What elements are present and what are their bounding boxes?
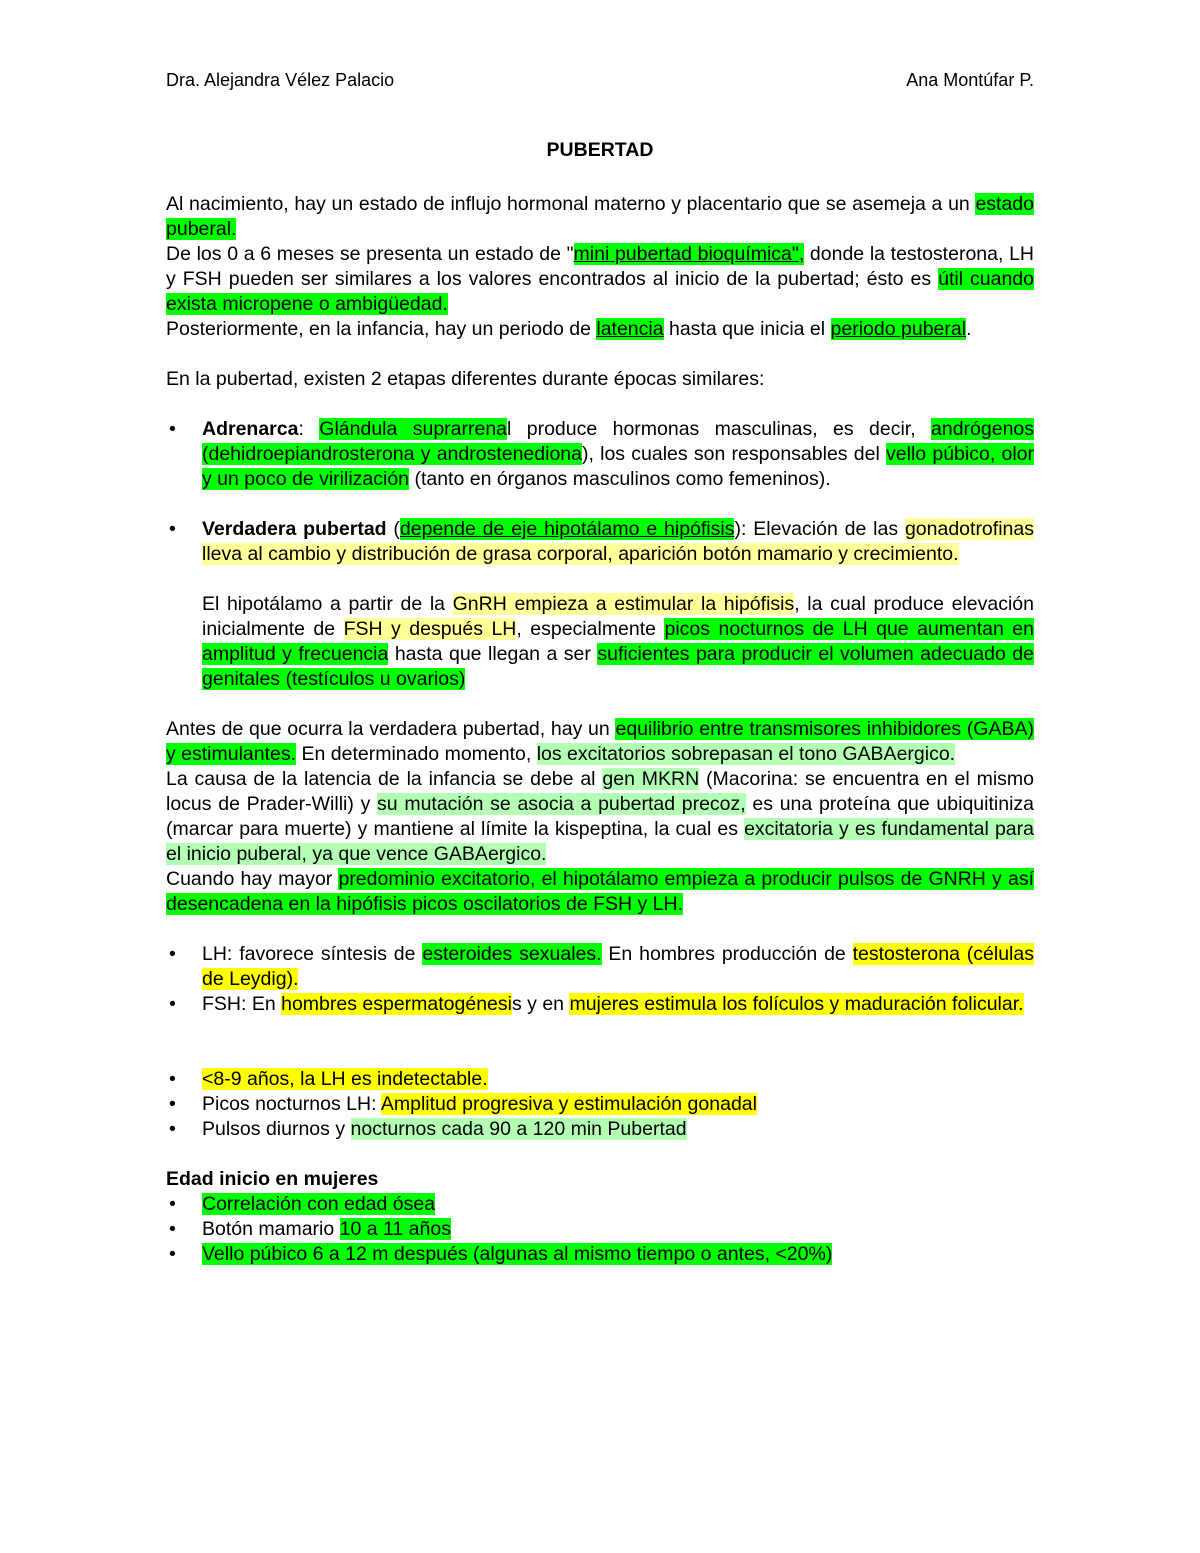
women-list — [166, 1192, 1034, 1267]
intro-paragraph-3: Posteriormente, en la infancia, hay un periodo de latencia hasta que inicia el periodo puberal. — [166, 318, 972, 340]
stages-list — [166, 417, 1034, 492]
body-paragraph-1: Antes de que ocurra la verdadera pubertad, hay un equilibrio entre transmisores inhibidores (GABA) y estimulantes. En determinado momento, los excitatorios sobrepasan el tono GABAergico. — [166, 718, 1034, 765]
highlight: latencia — [596, 318, 664, 340]
list-item-fact: • Pulsos diurnos y nocturnos cada 90 a 120 min Pubertad — [166, 1117, 1034, 1142]
intro-paragraph-2: De los 0 a 6 meses se presenta un estado de "mini pubertad bioquímica", donde la testosterona, LH y FSH pueden ser similares a los valores encontrados al inicio de la pubertad; ésto es útil cuando exista micropene o ambigüedad. — [166, 243, 1034, 315]
highlight: periodo puberal — [830, 318, 967, 340]
body-paragraph-3: Cuando hay mayor predominio excitatorio, el hipotálamo empieza a producir pulsos de GNRH y así desencadena en la hipófisis picos oscilatorios de FSH y LH. — [166, 868, 1034, 915]
list-item-lh: • LH: favorece síntesis de esteroides sexuales. En hombres producción de testosterona (células de Leydig). — [166, 942, 1034, 992]
intro-paragraph-1: Al nacimiento, hay un estado de influjo hormonal materno y placentario que se asemeja a un estado puberal. — [166, 193, 1034, 240]
hormones-list — [166, 942, 1034, 1017]
header-student: Ana Montúfar P. — [906, 70, 1034, 90]
body-paragraph-2: La causa de la latencia de la infancia se debe al gen MKRN (Macorina: se encuentra en el mismo locus de Prader-Willi) y su mutación se asocia a pubertad precoz, es una proteína que ubiquitiniza (marcar para muerte) y mantiene al límite la kispeptina, la cual es excitatoria y es fundamental para el inicio puberal, ya que vence GABAergico. — [166, 768, 1034, 865]
document-body — [166, 138, 1034, 1267]
list-item-verdadera: • Verdadera pubertad (depende de eje hipotálamo e hipófisis): Elevación de las gonadotrofinas lleva al cambio y distribución de grasa corporal, aparición botón mamario y crecimiento. — [166, 517, 1034, 567]
gnrh-paragraph: El hipotálamo a partir de la GnRH empieza a estimular la hipófisis, la cual produce elevación inicialmente de FSH y después LH, especialmente picos nocturnos de LH que aumentan en amplitud y frecuencia hasta que llegan a ser suficientes para producir el volumen adecuado de genitales (testículos u ovarios) — [202, 593, 1034, 690]
intro-paragraph-4: En la pubertad, existen 2 etapas diferentes durante épocas similares: — [166, 368, 765, 390]
stages-list-2 — [166, 517, 1034, 567]
highlight: mini pubertad bioquímica", — [573, 243, 805, 265]
highlight: estado puberal. — [166, 193, 1034, 240]
header-author: Dra. Alejandra Vélez Palacio — [166, 70, 395, 90]
section-heading: Edad inicio en mujeres — [166, 1168, 379, 1190]
list-item-fact: • Picos nocturnos LH: Amplitud progresiva y estimulación gonadal — [166, 1092, 1034, 1117]
facts-list — [166, 1067, 1034, 1142]
list-item: • Correlación con edad ósea — [166, 1192, 1034, 1217]
list-item-adrenarca: • Adrenarca: Glándula suprarrenal produce hormonas masculinas, es decir, andrógenos (dehidroepiandrosterona y androstenediona), los cuales son responsables del vello púbico, olor y un poco de virilización (tanto en órganos masculinos como femeninos). — [166, 417, 1034, 492]
list-item: • Vello púbico 6 a 12 m después (algunas al mismo tiempo o antes, <20%) — [166, 1242, 1034, 1267]
list-item-fact: • <8-9 años, la LH es indetectable. — [166, 1067, 1034, 1092]
highlight: útil cuando exista micropene o ambigüedad. — [166, 268, 1034, 315]
document-title: PUBERTAD — [546, 139, 654, 161]
list-item: • Botón mamario 10 a 11 años — [166, 1217, 1034, 1242]
list-item-fsh: • FSH: En hombres espermatogénesis y en mujeres estimula los folículos y maduración folicular. — [166, 992, 1034, 1017]
